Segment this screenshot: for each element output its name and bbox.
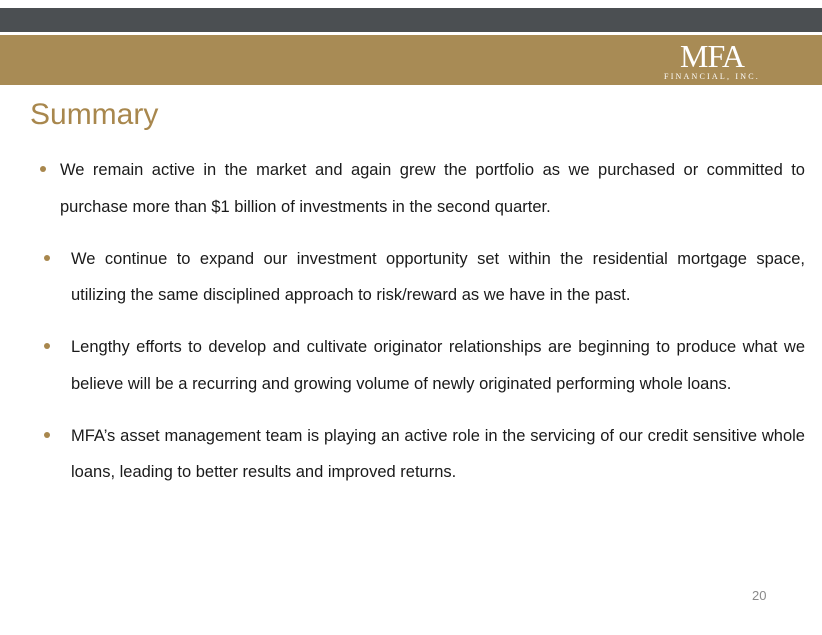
- bullet-item: [40, 418, 805, 491]
- bullet-text: We continue to expand our investment opportunity set within the residential mortgage space, utilizing the same disciplined approach to risk/reward as we have in the past.: [71, 249, 805, 304]
- bullet-dot-icon: [44, 432, 50, 438]
- bullet-item: [40, 241, 805, 314]
- header-dark-bar: [0, 8, 822, 32]
- page-number: 20: [752, 588, 767, 603]
- logo-subtitle: FINANCIAL, INC.: [664, 72, 760, 81]
- bullet-item: [40, 152, 805, 225]
- bullet-dot-icon: [44, 343, 50, 349]
- bullet-dot-icon: [40, 166, 46, 172]
- bullet-text: We remain active in the market and again grew the portfolio as we purchased or committed to purchase more than $1 billion of investments in the second quarter.: [60, 161, 805, 216]
- bullet-item: [40, 329, 805, 402]
- slide-title: Summary: [30, 98, 159, 131]
- logo-wordmark: MFA: [680, 38, 744, 74]
- company-logo: [662, 40, 762, 82]
- summary-bullet-list: [40, 152, 805, 506]
- bullet-text: Lengthy efforts to develop and cultivate originator relationships are beginning to produce what we believe will be a recurring and growing volume of newly originated performing whole loans.: [71, 338, 805, 393]
- bullet-dot-icon: [44, 255, 50, 261]
- bullet-text: MFA’s asset management team is playing an active role in the servicing of our credit sensitive whole loans, leading to better results and improved returns.: [71, 426, 805, 481]
